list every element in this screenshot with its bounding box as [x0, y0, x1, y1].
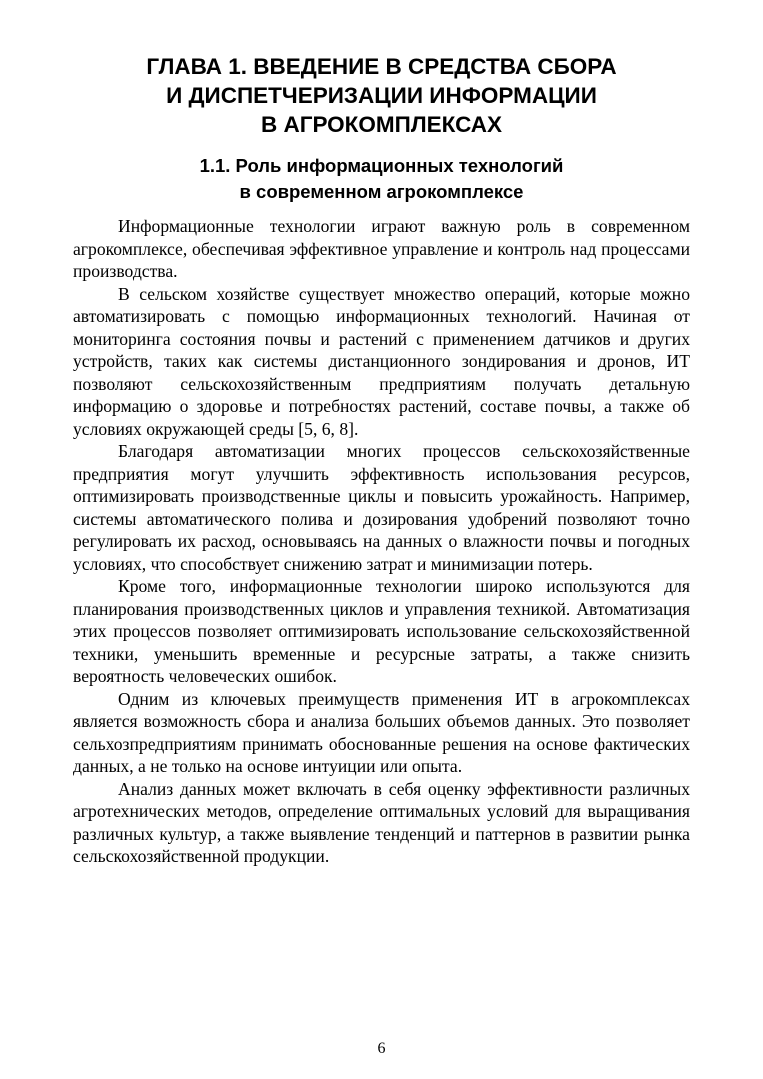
chapter-title-line: ГЛАВА 1. ВВЕДЕНИЕ В СРЕДСТВА СБОРА: [146, 54, 617, 79]
chapter-title: [73, 52, 690, 139]
chapter-title-line: И ДИСПЕТЧЕРИЗАЦИИ ИНФОРМАЦИИ: [166, 83, 597, 108]
paragraph: Анализ данных может включать в себя оценку эффективности различных агротехнических методов, определение оптимальных условий для выращивания различных культур, а также выявление тенденций и паттернов в развитии рынка сельскохозяйственной продукции.: [73, 778, 690, 866]
paragraph: Информационные технологии играют важную роль в современном агрокомплексе, обеспечивая эффективное управление и контроль над процессами производства.: [73, 216, 690, 281]
paragraph: В сельском хозяйстве существует множество операций, которые можно автоматизировать с помощью информационных технологий. Начиная от мониторинга состояния почвы и растений с применением датчиков и других устройств, таких как системы дистанционного зондирования и дронов, ИТ позволяют сельскохозяйственным предприятиям получать детальную информацию о здоровье и потребностях растений, составе почвы, а также об условиях окружающей среды [5, 6, 8].: [73, 283, 690, 439]
page-content: [73, 52, 690, 868]
section-title-line: 1.1. Роль информационных технологий: [199, 155, 564, 176]
paragraph: Благодаря автоматизации многих процессов сельскохозяйственные предприятия могут улучшить эффективность использования ресурсов, оптимизировать производственные циклы и повысить урожайность. Например, системы автоматического полива и дозирования удобрений позволяют точно регулировать их расход, основываясь на данных о влажности почвы и погодных условиях, что способствует снижению затрат и минимизации потерь.: [73, 441, 690, 574]
page-number: 6: [377, 1040, 386, 1057]
section-title-line: в современном агрокомплексе: [239, 181, 524, 202]
paragraph: Кроме того, информационные технологии широко используются для планирования производственных циклов и управления техникой. Автоматизация этих процессов позволяет оптимизировать использование сельскохозяйственной техники, уменьшить временные и ресурсные затраты, а также снизить вероятность человеческих ошибок.: [73, 576, 690, 686]
section-title: [73, 153, 690, 205]
body-text: [73, 215, 690, 868]
chapter-title-line: В АГРОКОМПЛЕКСАХ: [260, 112, 503, 137]
paragraph: Одним из ключевых преимуществ применения ИТ в агрокомплексах является возможность сбора и анализа больших объемов данных. Это позволяет сельхозпредприятиям принимать обоснованные решения на основе фактических данных, а не только на основе интуиции или опыта.: [73, 688, 690, 776]
